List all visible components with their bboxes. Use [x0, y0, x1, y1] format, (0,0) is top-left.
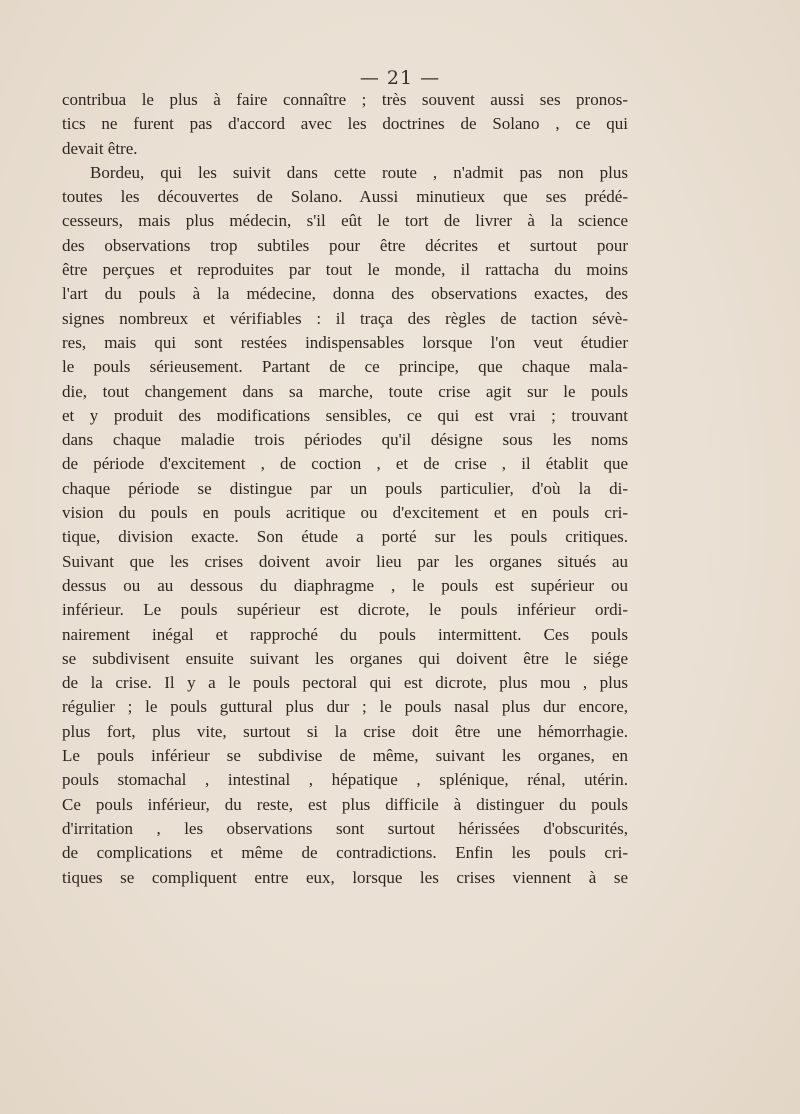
text-line: être perçues et reproduites par tout le monde, il rattacha du moins	[62, 260, 628, 280]
page-number: — 21 —	[359, 67, 441, 89]
text-line: dessus ou au dessous du diaphragme , le pouls est supérieur ou	[62, 575, 628, 595]
text-line: vision du pouls en pouls acritique ou d'excitement et en pouls cri-	[62, 503, 628, 523]
text-line: de la crise. Il y a le pouls pectoral qui est dicrote, plus mou , plus	[62, 673, 628, 693]
text-line: de période d'excitement , de coction , et de crise , il établit que	[62, 454, 628, 474]
text-line: tics ne furent pas d'accord avec les doctrines de Solano , ce qui	[62, 114, 628, 134]
text-line: Le pouls inférieur se subdivise de même, suivant les organes, en	[62, 746, 628, 766]
text-line: plus fort, plus vite, surtout si la crise doit être une hémorrhagie.	[62, 721, 628, 741]
text-line: le pouls sérieusement. Partant de ce principe, que chaque mala-	[62, 357, 628, 377]
text-line: tique, division exacte. Son étude a porté sur les pouls critiques.	[62, 527, 628, 547]
text-line: contribua le plus à faire connaître ; très souvent aussi ses pronos-	[62, 90, 628, 109]
text-line: res, mais qui sont restées indispensables lorsque l'on veut étudier	[62, 332, 628, 352]
text-line	[62, 890, 628, 914]
text-line: signes nombreux et vérifiables : il traça des règles de taction sévè-	[62, 308, 628, 328]
text-line: dans chaque maladie trois périodes qu'il désigne sous les noms	[62, 430, 628, 450]
text-line: tiques se compliquent entre eux, lorsque les crises viennent à se	[62, 867, 628, 887]
text-line: inférieur. Le pouls supérieur est dicrote, le pouls inférieur ordi-	[62, 600, 628, 620]
text-line: toutes les découvertes de Solano. Aussi minutieux que ses prédé-	[62, 187, 628, 207]
text-line: Ce pouls inférieur, du reste, est plus difficile à distinguer du pouls	[62, 794, 628, 814]
text-line: cesseurs, mais plus médecin, s'il eût le tort de livrer à la science	[62, 211, 628, 231]
text-line: nairement inégal et rapproché du pouls intermittent. Ces pouls	[62, 624, 628, 644]
text-line: des observations trop subtiles pour être décrites et surtout pour	[62, 235, 628, 255]
text-line: Suivant que les crises doivent avoir lieu par les organes situés au	[62, 551, 628, 571]
text-line: Bordeu, qui les suivit dans cette route , n'admit pas non plus	[90, 162, 628, 182]
text-line: de complications et même de contradictions. Enfin les pouls cri-	[62, 843, 628, 863]
text-line: l'art du pouls à la médecine, donna des observations exactes, des	[62, 284, 628, 304]
text-line: pouls stomachal , intestinal , hépatique , splénique, rénal, utérin.	[62, 770, 628, 790]
text-line: devait être.	[62, 138, 138, 158]
text-line: régulier ; le pouls guttural plus dur ; le pouls nasal plus dur encore,	[62, 697, 628, 717]
body-text	[62, 88, 628, 914]
text-line: die, tout changement dans sa marche, toute crise agit sur le pouls	[62, 381, 628, 401]
text-line: d'irritation , les observations sont surtout hérissées d'obscurités,	[62, 818, 628, 838]
text-line: et y produit des modifications sensibles, ce qui est vrai ; trouvant	[62, 405, 628, 425]
text-line: se subdivisent ensuite suivant les organes qui doivent être le siége	[62, 648, 628, 668]
text-line: chaque période se distingue par un pouls particulier, d'où la di-	[62, 478, 628, 498]
